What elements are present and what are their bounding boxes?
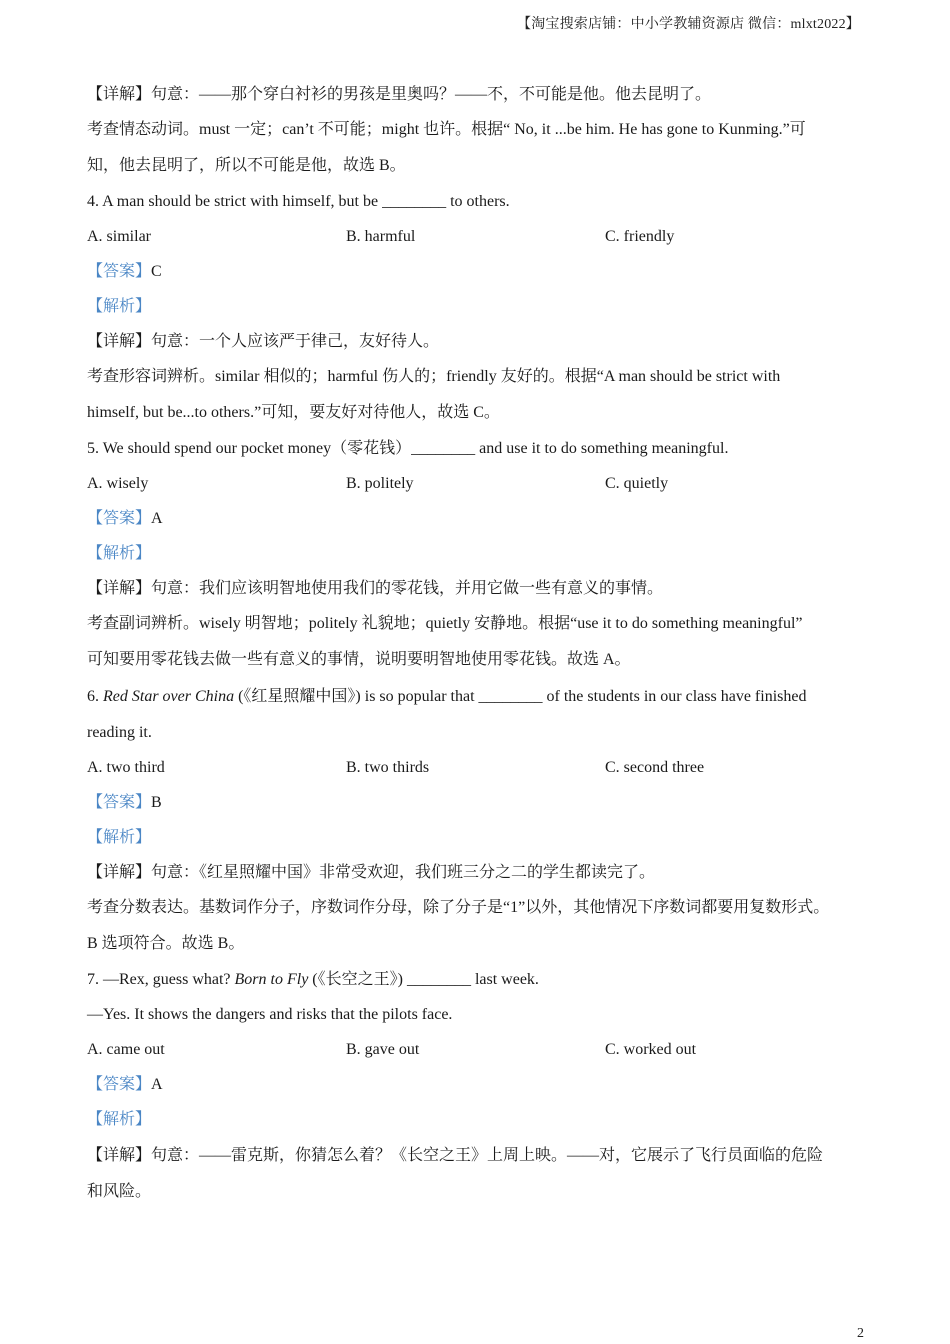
q3-explain-2: 知，他去昆明了，所以不可能是他，故选 B。 xyxy=(87,157,406,174)
q7-stem xyxy=(87,962,877,997)
analysis-label: 【解析】 xyxy=(87,298,152,315)
q4-explain-1: 考查形容词辨析。similar 相似的；harmful 伤人的；friendly 友好的。根据“A man should be strict with xyxy=(87,368,781,385)
q4-option-b: B. harmful xyxy=(346,228,416,245)
q5-option-b: B. politely xyxy=(346,475,414,492)
q5-answer-line xyxy=(87,501,877,536)
document-body xyxy=(87,77,877,1209)
q7-detail-1: 【详解】句意：——雷克斯，你猜怎么着？《长空之王》上周上映。——对，它展示了飞行员面临的危险 xyxy=(87,1147,824,1164)
analysis-label: 【解析】 xyxy=(87,829,152,846)
q5-options xyxy=(87,466,877,501)
q6-options xyxy=(87,750,877,785)
answer-label: 【答案】 xyxy=(87,510,152,527)
q7-answer: A xyxy=(151,1076,163,1093)
q6-option-a: A. two third xyxy=(87,759,165,776)
q5-stem: 5. We should spend our pocket money（零花钱）________ and use it to do something meaningful. xyxy=(87,440,729,457)
q7-answer-line xyxy=(87,1067,877,1102)
q5-explain-2: 可知要用零花钱去做一些有意义的事情，说明要明智地使用零花钱。故选 A。 xyxy=(87,651,631,668)
q5-option-a: A. wisely xyxy=(87,475,149,492)
q5-detail: 【详解】句意：我们应该明智地使用我们的零花钱，并用它做一些有意义的事情。 xyxy=(87,580,664,597)
q6-option-b: B. two thirds xyxy=(346,759,430,776)
q7-options xyxy=(87,1032,877,1067)
q4-option-c: C. friendly xyxy=(605,228,675,245)
q6-option-c: C. second three xyxy=(605,759,705,776)
q6-analysis-label xyxy=(87,820,877,855)
q4-explain-2: himself, but be...to others.”可知，要友好对待他人，故选 C。 xyxy=(87,404,500,421)
q6-stem-2: reading it. xyxy=(87,724,152,741)
q7-stem-pre: 7. —Rex, guess what? xyxy=(87,971,235,988)
q3-detail: 【详解】句意：——那个穿白衬衫的男孩是里奥吗？——不，不可能是他。他去昆明了。 xyxy=(87,86,712,103)
q4-analysis-label xyxy=(87,289,877,324)
q6-detail: 【详解】句意：《红星照耀中国》非常受欢迎，我们班三分之二的学生都读完了。 xyxy=(87,864,656,881)
analysis-label: 【解析】 xyxy=(87,1111,152,1128)
q6-explain-2: B 选项符合。故选 B。 xyxy=(87,935,245,952)
q5-explain-1: 考查副词辨析。wisely 明智地；politely 礼貌地；quietly 安静地。根据“use it to do something meaningful” xyxy=(87,615,803,632)
q3-explain-1: 考查情态动词。must 一定；can’t 不可能；might 也许。根据“ No, it ...be him. He has gone to Kunming.”可 xyxy=(87,121,806,138)
q6-answer: B xyxy=(151,794,162,811)
q6-book-title: Red Star over China xyxy=(103,688,235,705)
q4-option-a: A. similar xyxy=(87,228,151,245)
q6-explain-1: 考查分数表达。基数词作分子，序数词作分母，除了分子是“1”以外，其他情况下序数词都要用复数形式。 xyxy=(87,899,830,916)
analysis-label: 【解析】 xyxy=(87,545,152,562)
q4-stem: 4. A man should be strict with himself, but be ________ to others. xyxy=(87,193,510,210)
q4-detail: 【详解】句意：一个人应该严于律己，友好待人。 xyxy=(87,333,440,350)
q5-answer: A xyxy=(151,510,163,527)
q7-option-c: C. worked out xyxy=(605,1041,697,1058)
answer-label: 【答案】 xyxy=(87,794,152,811)
q6-stem-rest: (《红星照耀中国》) is so popular that ________ of the students in our class have finished xyxy=(234,688,807,705)
q6-stem xyxy=(87,678,877,715)
q7-option-b: B. gave out xyxy=(346,1041,420,1058)
answer-label: 【答案】 xyxy=(87,1076,152,1093)
q5-option-c: C. quietly xyxy=(605,475,669,492)
page-number: 2 xyxy=(857,1326,864,1341)
q7-analysis-label xyxy=(87,1102,877,1137)
q5-analysis-label xyxy=(87,536,877,571)
q7-detail-2: 和风险。 xyxy=(87,1183,152,1200)
q4-options xyxy=(87,219,877,254)
q4-answer: C xyxy=(151,263,162,280)
q7-stem-2: —Yes. It shows the dangers and risks that the pilots face. xyxy=(87,1006,453,1023)
answer-label: 【答案】 xyxy=(87,263,152,280)
q6-answer-line xyxy=(87,785,877,820)
q7-stem-rest: (《长空之王》) ________ last week. xyxy=(308,971,539,988)
page-header: 【淘宝搜索店铺：中小学教辅资源店 微信：mlxt2022】 xyxy=(517,17,860,32)
q7-movie-title: Born to Fly xyxy=(234,971,309,988)
q4-answer-line xyxy=(87,254,877,289)
q6-stem-number: 6. xyxy=(87,688,103,705)
q7-option-a: A. came out xyxy=(87,1041,165,1058)
